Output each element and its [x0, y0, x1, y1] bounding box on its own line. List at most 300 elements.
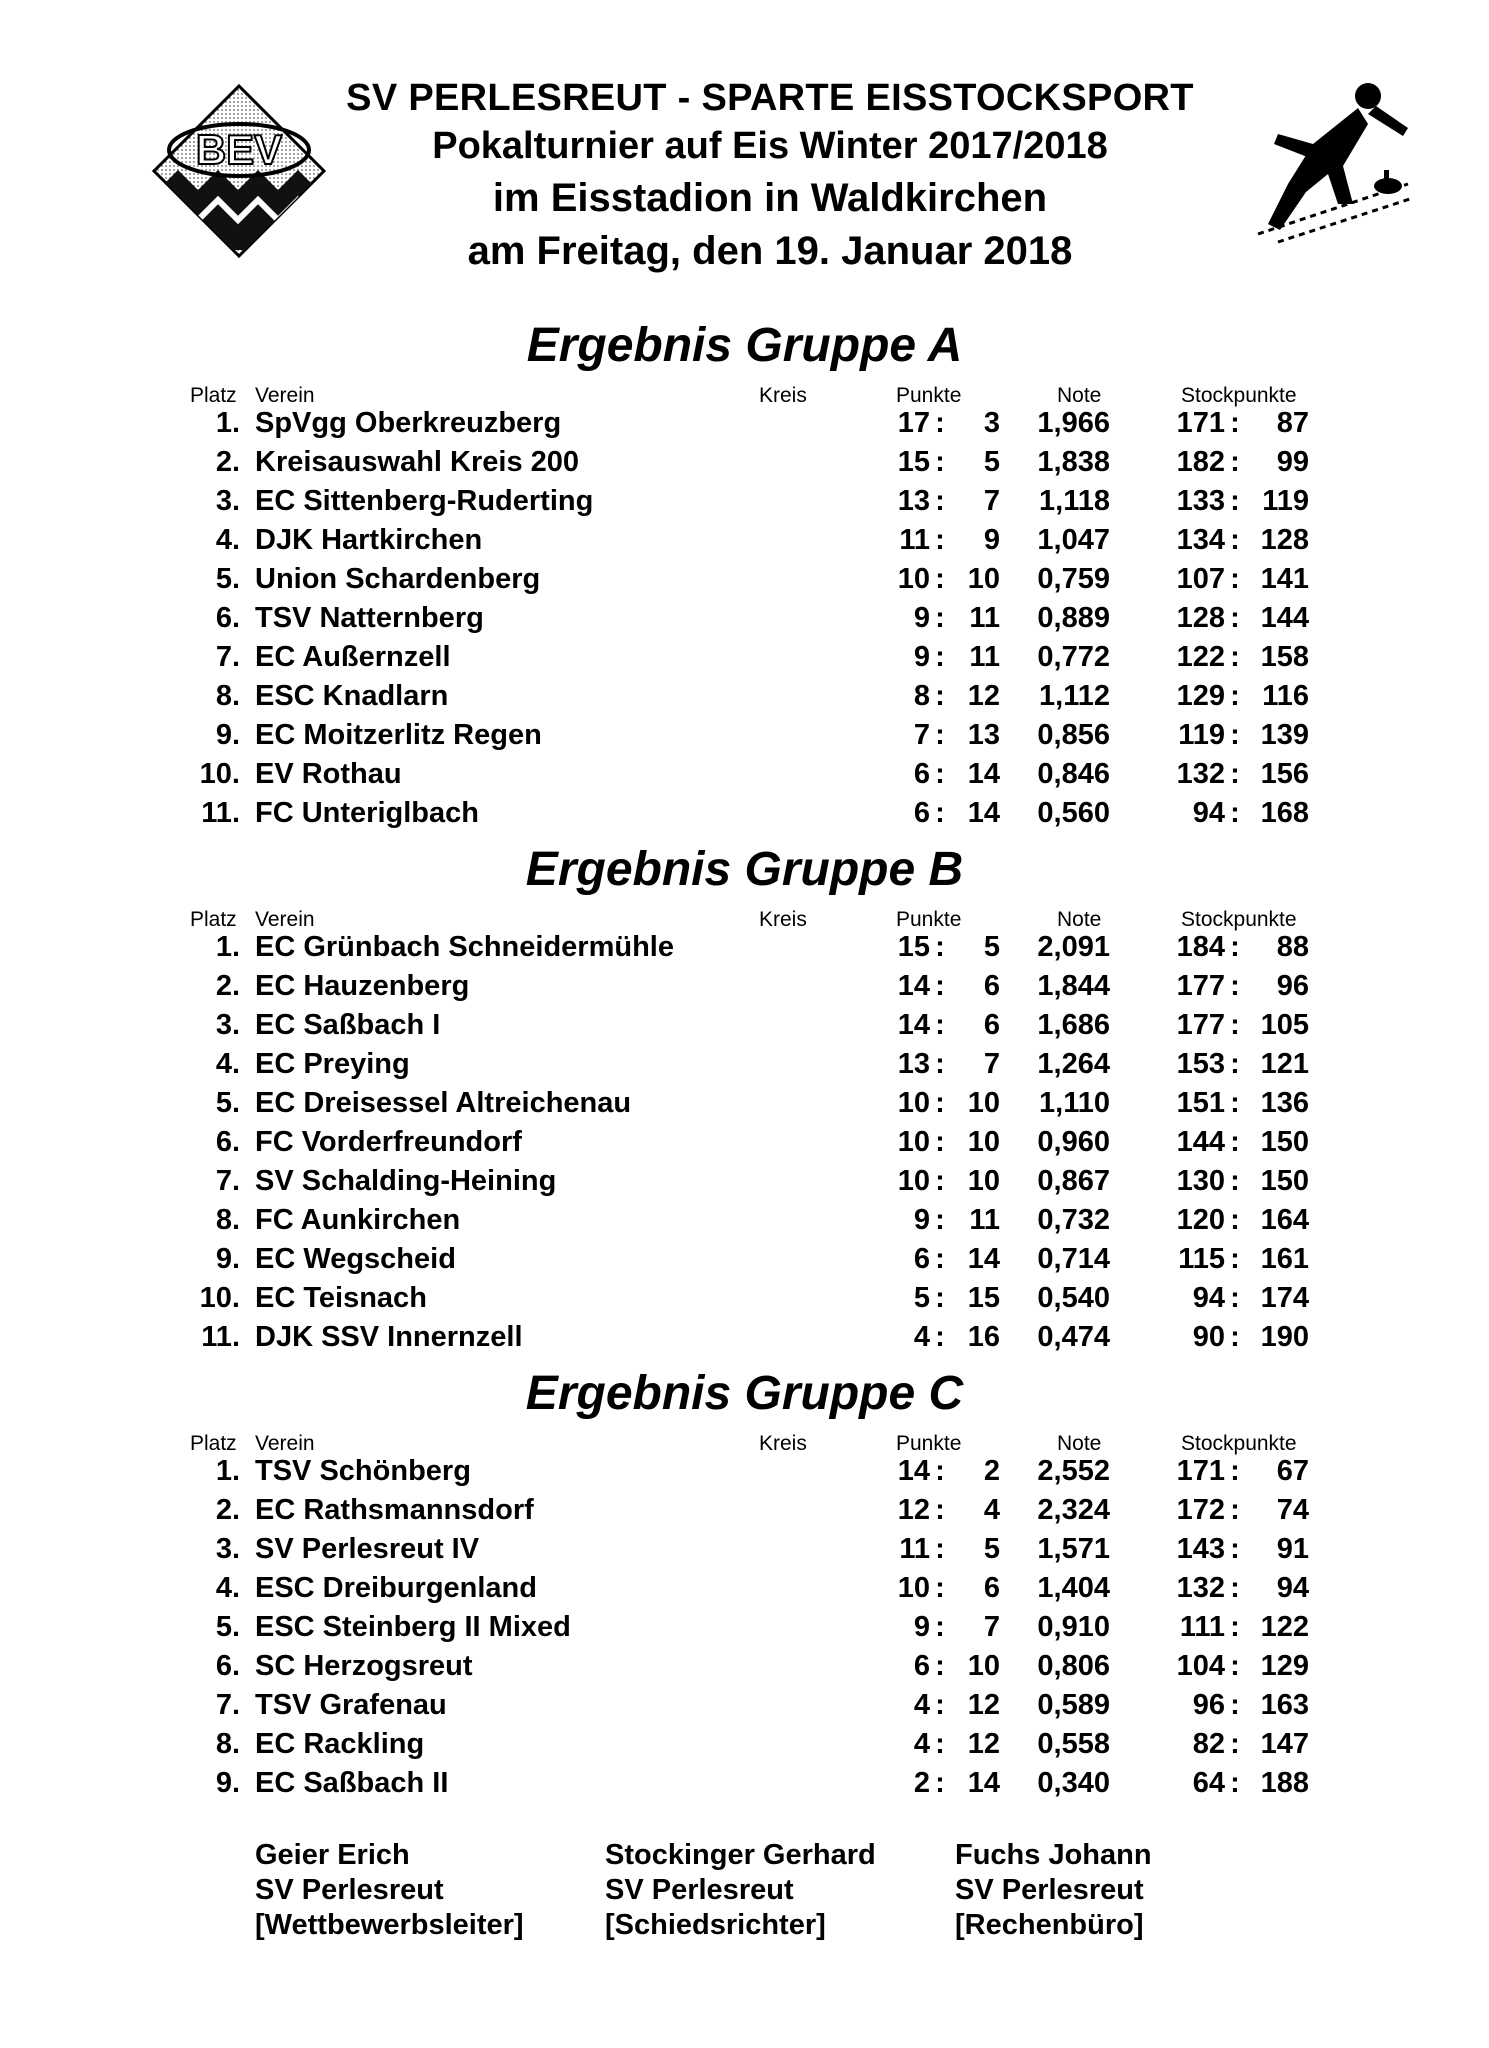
- platz-cell: 9.: [215, 1767, 240, 1799]
- stockpunkte-separator: :: [1230, 797, 1240, 829]
- signature-club: SV Perlesreut: [955, 1874, 1144, 1906]
- punkte-plus-cell: 14: [897, 1455, 930, 1487]
- verein-cell: FC Unteriglbach: [255, 797, 479, 829]
- stockpunkte-plus-cell: 171: [1176, 407, 1225, 439]
- punkte-minus-cell: 11: [969, 641, 1000, 673]
- platz-cell: 3.: [215, 1533, 240, 1565]
- column-header-stockpunkte: Stockpunkte: [1181, 1432, 1297, 1455]
- logo-text: BEV: [195, 126, 283, 173]
- punkte-plus-cell: 6: [913, 758, 930, 790]
- group-title: Ergebnis Gruppe A: [526, 319, 963, 372]
- punkte-separator: :: [935, 1126, 945, 1158]
- stockpunkte-plus-cell: 96: [1192, 1689, 1225, 1721]
- note-cell: 1,571: [1037, 1533, 1110, 1565]
- punkte-separator: :: [935, 970, 945, 1002]
- note-cell: 0,867: [1037, 1165, 1110, 1197]
- stockpunkte-minus-cell: 128: [1260, 524, 1309, 556]
- punkte-separator: :: [935, 1048, 945, 1080]
- punkte-minus-cell: 5: [983, 931, 1000, 963]
- verein-cell: Kreisauswahl Kreis 200: [255, 446, 580, 478]
- punkte-separator: :: [935, 931, 945, 963]
- platz-cell: 4.: [215, 524, 240, 556]
- punkte-plus-cell: 10: [897, 563, 930, 595]
- platz-cell: 5.: [215, 1087, 240, 1119]
- punkte-separator: :: [935, 602, 945, 634]
- stockpunkte-separator: :: [1230, 1009, 1240, 1041]
- punkte-minus-cell: 14: [967, 797, 1000, 829]
- platz-cell: 8.: [215, 1728, 240, 1760]
- stockpunkte-minus-cell: 188: [1260, 1767, 1309, 1799]
- table-row: [0, 1318, 1489, 1356]
- note-cell: 0,856: [1037, 719, 1110, 751]
- punkte-plus-cell: 13: [897, 485, 930, 517]
- stockpunkte-plus-cell: 120: [1176, 1204, 1225, 1236]
- verein-cell: FC Aunkirchen: [255, 1204, 461, 1236]
- stockpunkte-separator: :: [1230, 1282, 1240, 1314]
- punkte-separator: :: [935, 1572, 945, 1604]
- stockpunkte-minus-cell: 129: [1260, 1650, 1309, 1682]
- punkte-minus-cell: 6: [983, 1572, 1000, 1604]
- stockpunkte-minus-cell: 96: [1276, 970, 1309, 1002]
- stockpunkte-minus-cell: 87: [1276, 407, 1309, 439]
- stockpunkte-separator: :: [1230, 407, 1240, 439]
- punkte-separator: :: [935, 1009, 945, 1041]
- column-header-note: Note: [1057, 908, 1102, 931]
- platz-cell: 8.: [215, 1204, 240, 1236]
- table-row: [0, 1686, 1489, 1724]
- punkte-separator: :: [935, 719, 945, 751]
- table-row: [0, 1647, 1489, 1685]
- verein-cell: TSV Natternberg: [255, 602, 484, 634]
- stockpunkte-separator: :: [1230, 1611, 1240, 1643]
- stockpunkte-separator: :: [1230, 758, 1240, 790]
- platz-cell: 4.: [215, 1572, 240, 1604]
- note-cell: 1,838: [1037, 446, 1110, 478]
- stockpunkte-separator: :: [1230, 1572, 1240, 1604]
- bev-logo: [148, 80, 330, 262]
- punkte-minus-cell: 12: [967, 1689, 1000, 1721]
- group-title: Ergebnis Gruppe C: [525, 1367, 964, 1420]
- note-cell: 0,846: [1037, 758, 1110, 790]
- table-row: [0, 1201, 1489, 1239]
- verein-cell: EC Hauzenberg: [255, 970, 470, 1002]
- verein-cell: DJK SSV Innernzell: [255, 1321, 523, 1353]
- column-header-kreis: Kreis: [759, 384, 807, 407]
- platz-cell: 5.: [215, 563, 240, 595]
- verein-cell: ESC Steinberg II Mixed: [255, 1611, 571, 1643]
- stockpunkte-separator: :: [1230, 719, 1240, 751]
- column-header-stockpunkte: Stockpunkte: [1181, 384, 1297, 407]
- stockpunkte-plus-cell: 143: [1176, 1533, 1225, 1565]
- punkte-plus-cell: 10: [897, 1572, 930, 1604]
- stockpunkte-separator: :: [1230, 1494, 1240, 1526]
- stockpunkte-separator: :: [1230, 563, 1240, 595]
- verein-cell: SpVgg Oberkreuzberg: [255, 407, 562, 439]
- punkte-minus-cell: 6: [983, 1009, 1000, 1041]
- stockpunkte-plus-cell: 133: [1176, 485, 1225, 517]
- note-cell: 1,686: [1037, 1009, 1110, 1041]
- stockpunkte-minus-cell: 150: [1260, 1126, 1309, 1158]
- table-row: [0, 1045, 1489, 1083]
- punkte-separator: :: [935, 485, 945, 517]
- punkte-minus-cell: 10: [967, 1126, 1000, 1158]
- verein-cell: EC Teisnach: [255, 1282, 427, 1314]
- table-row: [0, 677, 1489, 715]
- stockpunkte-minus-cell: 139: [1260, 719, 1309, 751]
- punkte-minus-cell: 14: [967, 758, 1000, 790]
- verein-cell: FC Vorderfreundorf: [255, 1126, 522, 1158]
- stockpunkte-plus-cell: 184: [1176, 931, 1225, 963]
- note-cell: 0,806: [1037, 1650, 1110, 1682]
- punkte-minus-cell: 3: [983, 407, 1000, 439]
- header-venue: im Eisstadion in Waldkirchen: [492, 176, 1048, 220]
- punkte-plus-cell: 9: [913, 641, 930, 673]
- stockpunkte-minus-cell: 74: [1276, 1494, 1309, 1526]
- stockpunkte-minus-cell: 158: [1260, 641, 1309, 673]
- punkte-minus-cell: 7: [983, 1048, 1000, 1080]
- note-cell: 0,540: [1037, 1282, 1110, 1314]
- punkte-minus-cell: 12: [967, 1728, 1000, 1760]
- verein-cell: ESC Dreiburgenland: [255, 1572, 537, 1604]
- punkte-separator: :: [935, 563, 945, 595]
- table-row: [0, 967, 1489, 1005]
- verein-cell: EC Sittenberg-Ruderting: [255, 485, 594, 517]
- punkte-minus-cell: 10: [967, 563, 1000, 595]
- platz-cell: 1.: [215, 931, 240, 963]
- column-header-punkte: Punkte: [896, 1432, 962, 1455]
- punkte-plus-cell: 6: [913, 797, 930, 829]
- document-header: [330, 74, 1210, 276]
- punkte-minus-cell: 2: [983, 1455, 1000, 1487]
- stockpunkte-plus-cell: 132: [1176, 758, 1225, 790]
- stockpunkte-minus-cell: 147: [1260, 1728, 1309, 1760]
- column-header-note: Note: [1057, 1432, 1102, 1455]
- stockpunkte-separator: :: [1230, 1321, 1240, 1353]
- stockpunkte-separator: :: [1230, 931, 1240, 963]
- punkte-minus-cell: 10: [967, 1165, 1000, 1197]
- signature-name: Fuchs Johann: [955, 1839, 1152, 1871]
- punkte-plus-cell: 9: [913, 1204, 930, 1236]
- punkte-separator: :: [935, 1494, 945, 1526]
- note-cell: 1,118: [1039, 485, 1110, 517]
- signature-role: [Rechenbüro]: [955, 1909, 1144, 1941]
- stockpunkte-separator: :: [1230, 1767, 1240, 1799]
- punkte-separator: :: [935, 1611, 945, 1643]
- table-row: [0, 482, 1489, 520]
- table-row: [0, 1162, 1489, 1200]
- signature-club: SV Perlesreut: [255, 1874, 444, 1906]
- stockpunkte-minus-cell: 116: [1262, 680, 1309, 712]
- stockpunkte-minus-cell: 105: [1260, 1009, 1309, 1041]
- stockpunkte-minus-cell: 88: [1276, 931, 1309, 963]
- punkte-minus-cell: 16: [967, 1321, 1000, 1353]
- verein-cell: DJK Hartkirchen: [255, 524, 483, 556]
- punkte-separator: :: [935, 1282, 945, 1314]
- stockpunkte-plus-cell: 132: [1176, 1572, 1225, 1604]
- platz-cell: 3.: [215, 1009, 240, 1041]
- platz-cell: 9.: [215, 1243, 240, 1275]
- stockpunkte-plus-cell: 128: [1176, 602, 1225, 634]
- note-cell: 1,112: [1039, 680, 1110, 712]
- stockpunkte-minus-cell: 94: [1276, 1572, 1309, 1604]
- punkte-plus-cell: 6: [913, 1650, 930, 1682]
- platz-cell: 6.: [215, 1126, 240, 1158]
- punkte-separator: :: [935, 1728, 945, 1760]
- stockpunkte-plus-cell: 104: [1176, 1650, 1225, 1682]
- signature-name: Stockinger Gerhard: [605, 1839, 876, 1871]
- punkte-separator: :: [935, 1204, 945, 1236]
- platz-cell: 8.: [215, 680, 240, 712]
- punkte-plus-cell: 13: [897, 1048, 930, 1080]
- punkte-minus-cell: 13: [967, 719, 1000, 751]
- note-cell: 0,960: [1037, 1126, 1110, 1158]
- stockpunkte-separator: :: [1230, 446, 1240, 478]
- platz-cell: 2.: [215, 446, 240, 478]
- platz-cell: 11.: [201, 1321, 240, 1353]
- punkte-plus-cell: 12: [897, 1494, 930, 1526]
- note-cell: 1,264: [1037, 1048, 1110, 1080]
- verein-cell: SC Herzogsreut: [255, 1650, 473, 1682]
- stockpunkte-plus-cell: 90: [1192, 1321, 1225, 1353]
- signature-wettbewerbsleiter: [255, 1838, 524, 1943]
- table-row: [0, 1006, 1489, 1044]
- punkte-plus-cell: 9: [913, 602, 930, 634]
- table-row: [0, 521, 1489, 559]
- punkte-separator: :: [935, 680, 945, 712]
- verein-cell: SV Schalding-Heining: [255, 1165, 557, 1197]
- table-row: [0, 560, 1489, 598]
- stockpunkte-plus-cell: 94: [1192, 797, 1225, 829]
- table-row: [0, 1279, 1489, 1317]
- column-header-verein: Verein: [255, 908, 315, 931]
- stockpunkte-plus-cell: 111: [1179, 1611, 1225, 1643]
- table-row: [0, 1123, 1489, 1161]
- punkte-minus-cell: 10: [967, 1087, 1000, 1119]
- punkte-separator: :: [935, 1533, 945, 1565]
- platz-cell: 7.: [215, 1165, 240, 1197]
- punkte-plus-cell: 4: [913, 1689, 930, 1721]
- stockpunkte-minus-cell: 119: [1262, 485, 1309, 517]
- stockpunkte-plus-cell: 177: [1176, 1009, 1225, 1041]
- verein-cell: Union Schardenberg: [255, 563, 541, 595]
- stockpunkte-minus-cell: 122: [1260, 1611, 1309, 1643]
- stockpunkte-plus-cell: 151: [1176, 1087, 1225, 1119]
- punkte-plus-cell: 17: [897, 407, 930, 439]
- stockpunkte-minus-cell: 190: [1260, 1321, 1309, 1353]
- verein-cell: EC Rackling: [255, 1728, 425, 1760]
- punkte-minus-cell: 7: [983, 1611, 1000, 1643]
- punkte-plus-cell: 14: [897, 1009, 930, 1041]
- stockpunkte-separator: :: [1230, 1689, 1240, 1721]
- punkte-plus-cell: 5: [913, 1282, 930, 1314]
- punkte-plus-cell: 10: [897, 1087, 930, 1119]
- stockpunkte-separator: :: [1230, 1087, 1240, 1119]
- column-header-kreis: Kreis: [759, 908, 807, 931]
- punkte-separator: :: [935, 758, 945, 790]
- stockpunkte-plus-cell: 94: [1192, 1282, 1225, 1314]
- signature-role: [Wettbewerbsleiter]: [255, 1909, 524, 1941]
- punkte-separator: :: [935, 1165, 945, 1197]
- note-cell: 0,340: [1037, 1767, 1110, 1799]
- signature-role: [Schiedsrichter]: [605, 1909, 826, 1941]
- column-header-punkte: Punkte: [896, 384, 962, 407]
- table-row: [0, 443, 1489, 481]
- table-row: [0, 755, 1489, 793]
- stockpunkte-minus-cell: 121: [1260, 1048, 1309, 1080]
- stockpunkte-plus-cell: 172: [1176, 1494, 1225, 1526]
- punkte-plus-cell: 4: [913, 1728, 930, 1760]
- platz-cell: 1.: [215, 407, 240, 439]
- punkte-plus-cell: 14: [897, 970, 930, 1002]
- platz-cell: 7.: [215, 1689, 240, 1721]
- signature-name: Geier Erich: [255, 1839, 410, 1871]
- note-cell: 0,558: [1037, 1728, 1110, 1760]
- note-cell: 0,732: [1037, 1204, 1110, 1236]
- verein-cell: EC Grünbach Schneidermühle: [255, 931, 674, 963]
- note-cell: 2,552: [1037, 1455, 1110, 1487]
- table-row: [0, 599, 1489, 637]
- platz-cell: 6.: [215, 1650, 240, 1682]
- punkte-separator: :: [935, 1689, 945, 1721]
- note-cell: 0,474: [1037, 1321, 1110, 1353]
- note-cell: 0,589: [1037, 1689, 1110, 1721]
- stockpunkte-minus-cell: 156: [1260, 758, 1309, 790]
- punkte-minus-cell: 14: [967, 1767, 1000, 1799]
- punkte-plus-cell: 10: [897, 1126, 930, 1158]
- note-cell: 2,091: [1037, 931, 1110, 963]
- punkte-minus-cell: 15: [967, 1282, 1000, 1314]
- verein-cell: EC Saßbach I: [255, 1009, 441, 1041]
- stockpunkte-plus-cell: 144: [1176, 1126, 1225, 1158]
- platz-cell: 1.: [215, 1455, 240, 1487]
- punkte-separator: :: [935, 1455, 945, 1487]
- stockpunkte-minus-cell: 141: [1260, 563, 1309, 595]
- eisstock-player-logo: [1218, 74, 1418, 254]
- stockpunkte-plus-cell: 171: [1176, 1455, 1225, 1487]
- stockpunkte-minus-cell: 150: [1260, 1165, 1309, 1197]
- stockpunkte-separator: :: [1230, 1728, 1240, 1760]
- stockpunkte-minus-cell: 164: [1260, 1204, 1309, 1236]
- punkte-separator: :: [935, 1321, 945, 1353]
- stockpunkte-separator: :: [1230, 641, 1240, 673]
- platz-cell: 3.: [215, 485, 240, 517]
- stockpunkte-plus-cell: 107: [1176, 563, 1225, 595]
- verein-cell: TSV Grafenau: [255, 1689, 447, 1721]
- note-cell: 2,324: [1037, 1494, 1110, 1526]
- signature-schiedsrichter: [605, 1838, 876, 1943]
- table-row: [0, 1084, 1489, 1122]
- verein-cell: EC Rathsmannsdorf: [255, 1494, 534, 1526]
- punkte-minus-cell: 5: [983, 1533, 1000, 1565]
- stockpunkte-separator: :: [1230, 1243, 1240, 1275]
- punkte-minus-cell: 7: [983, 485, 1000, 517]
- table-row: [0, 1569, 1489, 1607]
- note-cell: 1,110: [1039, 1087, 1110, 1119]
- verein-cell: EC Saßbach II: [255, 1767, 449, 1799]
- platz-cell: 5.: [215, 1611, 240, 1643]
- punkte-minus-cell: 10: [967, 1650, 1000, 1682]
- platz-cell: 9.: [215, 719, 240, 751]
- stockpunkte-plus-cell: 119: [1178, 719, 1225, 751]
- signature-club: SV Perlesreut: [605, 1874, 794, 1906]
- header-date: am Freitag, den 19. Januar 2018: [467, 229, 1073, 273]
- punkte-separator: :: [935, 641, 945, 673]
- platz-cell: 10.: [199, 1282, 240, 1314]
- column-header-platz: Platz: [190, 384, 237, 407]
- punkte-plus-cell: 11: [899, 524, 930, 556]
- column-header-kreis: Kreis: [759, 1432, 807, 1455]
- stockpunkte-separator: :: [1230, 1204, 1240, 1236]
- stockpunkte-minus-cell: 174: [1260, 1282, 1309, 1314]
- note-cell: 1,844: [1037, 970, 1110, 1002]
- punkte-plus-cell: 9: [913, 1611, 930, 1643]
- signature-rechenbuero: [955, 1838, 1152, 1943]
- punkte-separator: :: [935, 407, 945, 439]
- stockpunkte-separator: :: [1230, 524, 1240, 556]
- table-row: [0, 928, 1489, 966]
- verein-cell: ESC Knadlarn: [255, 680, 449, 712]
- note-cell: 0,759: [1037, 563, 1110, 595]
- punkte-separator: :: [935, 524, 945, 556]
- stockpunkte-separator: :: [1230, 970, 1240, 1002]
- stockpunkte-separator: :: [1230, 1650, 1240, 1682]
- stockpunkte-plus-cell: 115: [1178, 1243, 1225, 1275]
- stockpunkte-plus-cell: 129: [1176, 680, 1225, 712]
- platz-cell: 4.: [215, 1048, 240, 1080]
- verein-cell: EC Moitzerlitz Regen: [255, 719, 542, 751]
- punkte-minus-cell: 6: [983, 970, 1000, 1002]
- table-row: [0, 716, 1489, 754]
- stockpunkte-separator: :: [1230, 1533, 1240, 1565]
- stockpunkte-separator: :: [1230, 1126, 1240, 1158]
- stockpunkte-plus-cell: 130: [1176, 1165, 1225, 1197]
- punkte-separator: :: [935, 1650, 945, 1682]
- platz-cell: 2.: [215, 970, 240, 1002]
- stockpunkte-plus-cell: 134: [1176, 524, 1225, 556]
- punkte-plus-cell: 4: [913, 1321, 930, 1353]
- punkte-plus-cell: 15: [897, 446, 930, 478]
- table-row: [0, 404, 1489, 442]
- stockpunkte-separator: :: [1230, 1048, 1240, 1080]
- stockpunkte-minus-cell: 163: [1260, 1689, 1309, 1721]
- platz-cell: 7.: [215, 641, 240, 673]
- table-row: [0, 1452, 1489, 1490]
- note-cell: 1,047: [1037, 524, 1110, 556]
- punkte-plus-cell: 11: [899, 1533, 930, 1565]
- punkte-separator: :: [935, 1087, 945, 1119]
- column-header-punkte: Punkte: [896, 908, 962, 931]
- note-cell: 0,560: [1037, 797, 1110, 829]
- verein-cell: EV Rothau: [255, 758, 402, 790]
- table-row: [0, 1608, 1489, 1646]
- column-header-stockpunkte: Stockpunkte: [1181, 908, 1297, 931]
- punkte-minus-cell: 9: [983, 524, 1000, 556]
- stockpunkte-separator: :: [1230, 485, 1240, 517]
- stockpunkte-plus-cell: 64: [1192, 1767, 1225, 1799]
- stockpunkte-minus-cell: 168: [1260, 797, 1309, 829]
- punkte-minus-cell: 5: [983, 446, 1000, 478]
- column-header-platz: Platz: [190, 1432, 237, 1455]
- punkte-minus-cell: 11: [969, 602, 1000, 634]
- punkte-minus-cell: 14: [967, 1243, 1000, 1275]
- stockpunkte-plus-cell: 177: [1176, 970, 1225, 1002]
- verein-cell: SV Perlesreut IV: [255, 1533, 480, 1565]
- stockpunkte-plus-cell: 153: [1176, 1048, 1225, 1080]
- table-row: [0, 1491, 1489, 1529]
- verein-cell: EC Dreisessel Altreichenau: [255, 1087, 632, 1119]
- platz-cell: 11.: [201, 797, 240, 829]
- note-cell: 0,772: [1037, 641, 1110, 673]
